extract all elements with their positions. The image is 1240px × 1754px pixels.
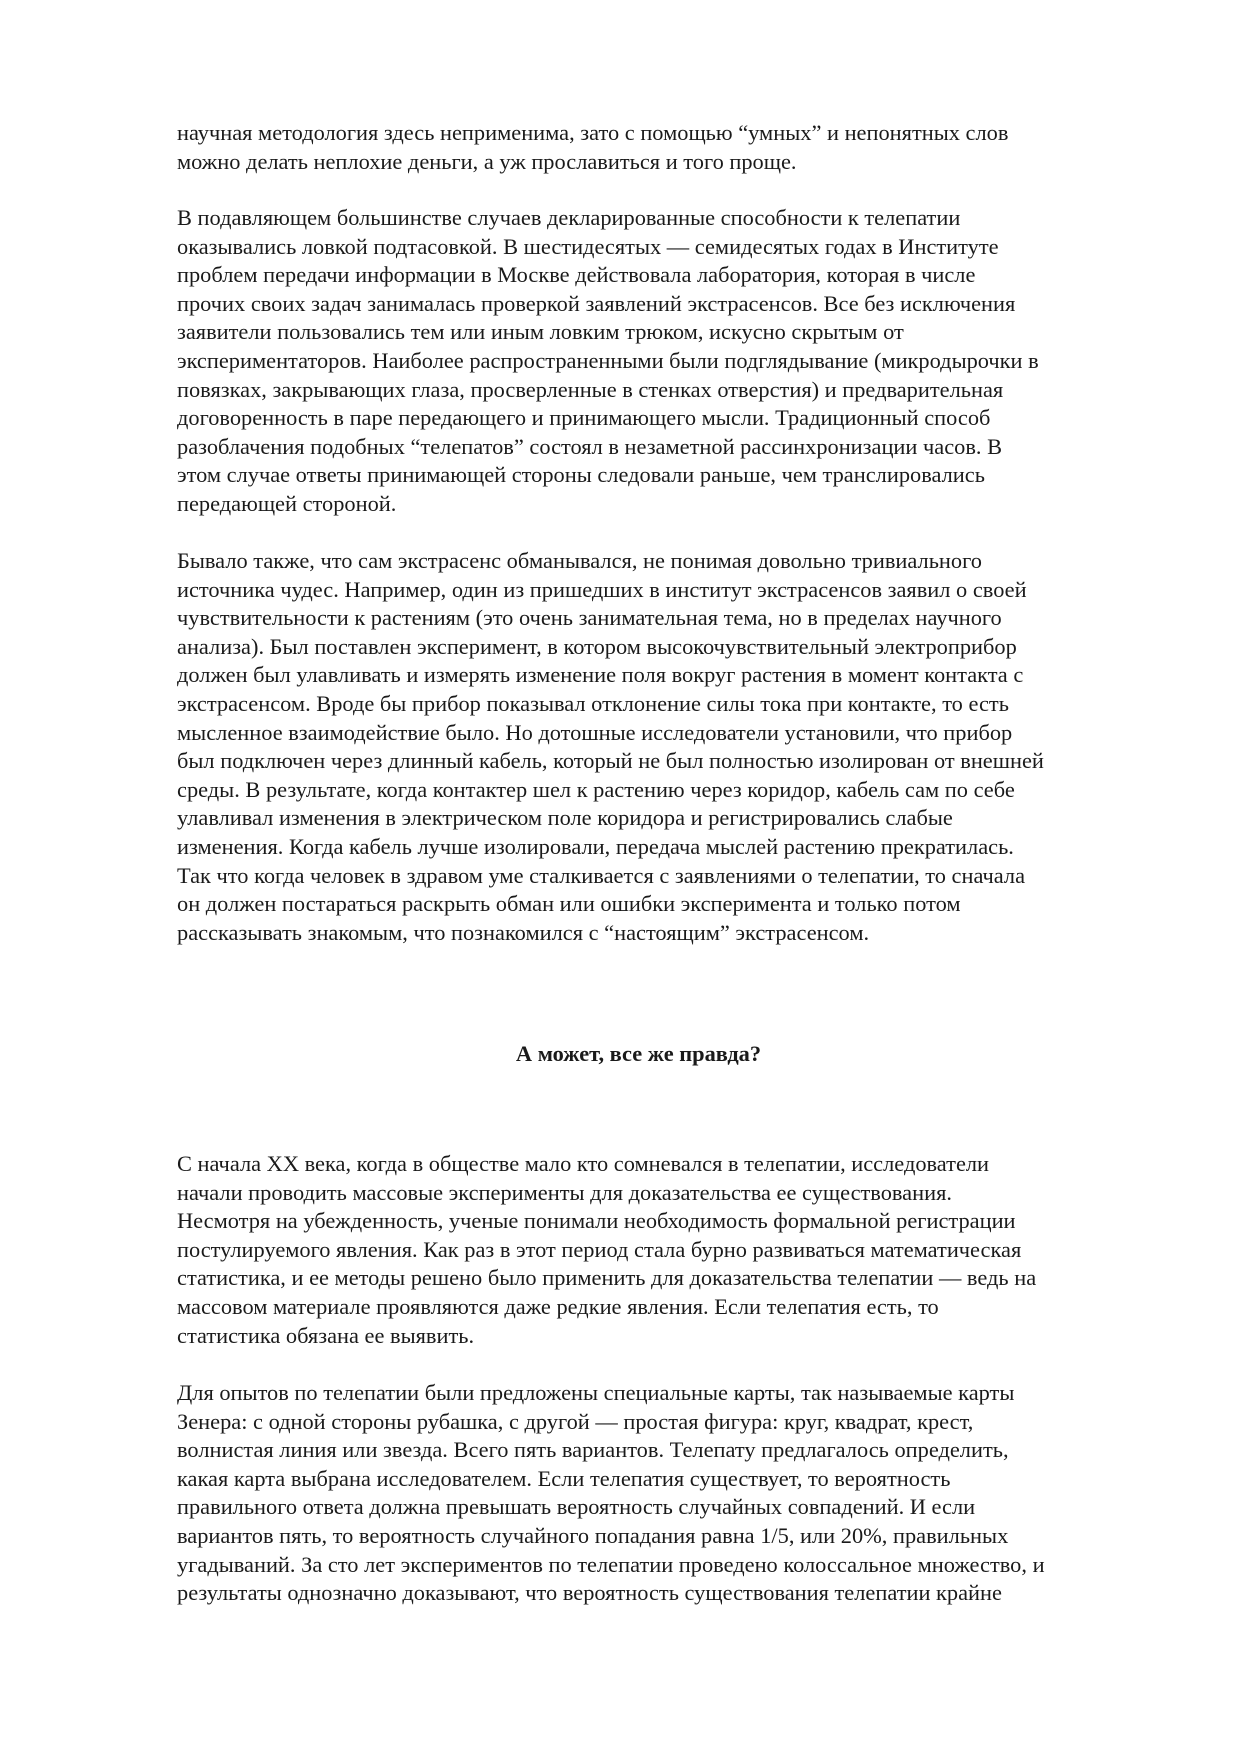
- section-heading: А может, все же правда?: [515, 1041, 762, 1066]
- text-line: рассказывать знакомым, что познакомился с “настоящим” экстрасенсом.: [177, 919, 870, 945]
- text-line: этом случае ответы принимающей стороны следовали раньше, чем транслировались: [177, 462, 985, 488]
- text-line: угадываний. За сто лет экспериментов по телепатии проведено колоссальное множество, и: [177, 1551, 1045, 1577]
- text-line: массовом материале проявляются даже редкие явления. Если телепатия есть, то: [177, 1293, 939, 1319]
- paragraph-4: [177, 1150, 1177, 1350]
- text-line: передающей стороной.: [177, 490, 397, 516]
- text-line: разоблачения подобных “телепатов” состоял в незаметной рассинхронизации часов. В: [177, 433, 1003, 459]
- text-line: Несмотря на убежденность, ученые понимали необходимость формальной регистрации: [177, 1208, 1016, 1234]
- text-line: должен был улавливать и измерять изменение поля вокруг растения в момент контакта с: [177, 662, 1024, 688]
- text-line: В подавляющем большинстве случаев декларированные способности к телепатии: [177, 205, 961, 230]
- text-line: источника чудес. Например, один из пришедших в институт экстрасенсов заявил о своей: [177, 576, 1027, 602]
- text-line: научная методология здесь неприменима, зато с помощью “умных” и непонятных слов: [177, 120, 1009, 145]
- text-line: мысленное взаимодействие было. Но дотошные исследователи установили, что прибор: [177, 719, 1013, 745]
- text-line: постулируемого явления. Как раз в этот период стала бурно развиваться математическая: [177, 1236, 1022, 1262]
- text-line: С начала XX века, когда в обществе мало кто сомневался в телепатии, исследователи: [177, 1151, 990, 1176]
- text-line: проблем передачи информации в Москве действовала лаборатория, которая в числе: [177, 262, 976, 288]
- text-line: изменения. Когда кабель лучше изолировали, передача мыслей растению прекратилась.: [177, 833, 1014, 859]
- text-line: правильного ответа должна превышать вероятность случайных совпадений. И если: [177, 1494, 976, 1520]
- text-line: повязках, закрывающих глаза, просверленные в стенках отверстия) и предварительная: [177, 376, 1004, 402]
- text-line: Для опытов по телепатии были предложены специальные карты, так называемые карты: [177, 1380, 1015, 1405]
- text-line: он должен постараться раскрыть обман или ошибки эксперимента и только потом: [177, 891, 961, 917]
- text-line: можно делать неплохие деньги, а уж прославиться и того проще.: [177, 148, 797, 174]
- text-line: прочих своих задач занималась проверкой заявлений экстрасенсов. Все без исключения: [177, 290, 1016, 316]
- text-line: среды. В результате, когда контактер шел к растению через коридор, кабель сам по себе: [177, 776, 1015, 802]
- text-line: какая карта выбрана исследователем. Если телепатия существует, то вероятность: [177, 1465, 951, 1491]
- text-line: Так что когда человек в здравом уме сталкивается с заявлениями о телепатии, то сначала: [177, 862, 1026, 888]
- paragraph-3: [177, 547, 1177, 947]
- text-line: Зенера: с одной стороны рубашка, с другой — простая фигура: круг, квадрат, крест,: [177, 1408, 974, 1434]
- text-line: улавливал изменения в электрическом поле коридора и регистрировались слабые: [177, 805, 953, 831]
- text-line: оказывались ловкой подтасовкой. В шестидесятых — семидесятых годах в Институте: [177, 233, 999, 259]
- text-line: вариантов пять, то вероятность случайного попадания равна 1/5, или 20%, правильных: [177, 1522, 1009, 1548]
- text-line: статистика, и ее методы решено было применить для доказательства телепатии — ведь на: [177, 1265, 1037, 1291]
- paragraph-1: [177, 119, 1177, 176]
- paragraph-2: [177, 204, 1177, 519]
- text-line: начали проводить массовые эксперименты для доказательства ее существования.: [177, 1179, 952, 1205]
- text-line: результаты однозначно доказывают, что вероятность существования телепатии крайне: [177, 1580, 1002, 1606]
- paragraph-5: [177, 1379, 1177, 1608]
- text-line: анализа). Был поставлен эксперимент, в котором высокочувствительный электроприбор: [177, 633, 1017, 659]
- text-line: был подключен через длинный кабель, который не был полностью изолирован от внешней: [177, 748, 1044, 774]
- text-line: экспериментаторов. Наиболее распространенными были подглядывание (микродырочки в: [177, 347, 1039, 373]
- text-line: статистика обязана ее выявить.: [177, 1322, 475, 1348]
- text-line: волнистая линия или звезда. Всего пять вариантов. Телепату предлагалось определить,: [177, 1437, 1009, 1463]
- text-line: заявители пользовались тем или иным ловким трюком, искусно скрытым от: [177, 319, 904, 345]
- text-line: Бывало также, что сам экстрасенс обманывался, не понимая довольно тривиального: [177, 548, 982, 573]
- text-line: экстрасенсом. Вроде бы прибор показывал отклонение силы тока при контакте, то есть: [177, 690, 1009, 716]
- text-line: чувствительности к растениям (это очень занимательная тема, но в пределах научного: [177, 605, 1002, 631]
- text-line: договоренность в паре передающего и принимающего мысли. Традиционный способ: [177, 405, 991, 431]
